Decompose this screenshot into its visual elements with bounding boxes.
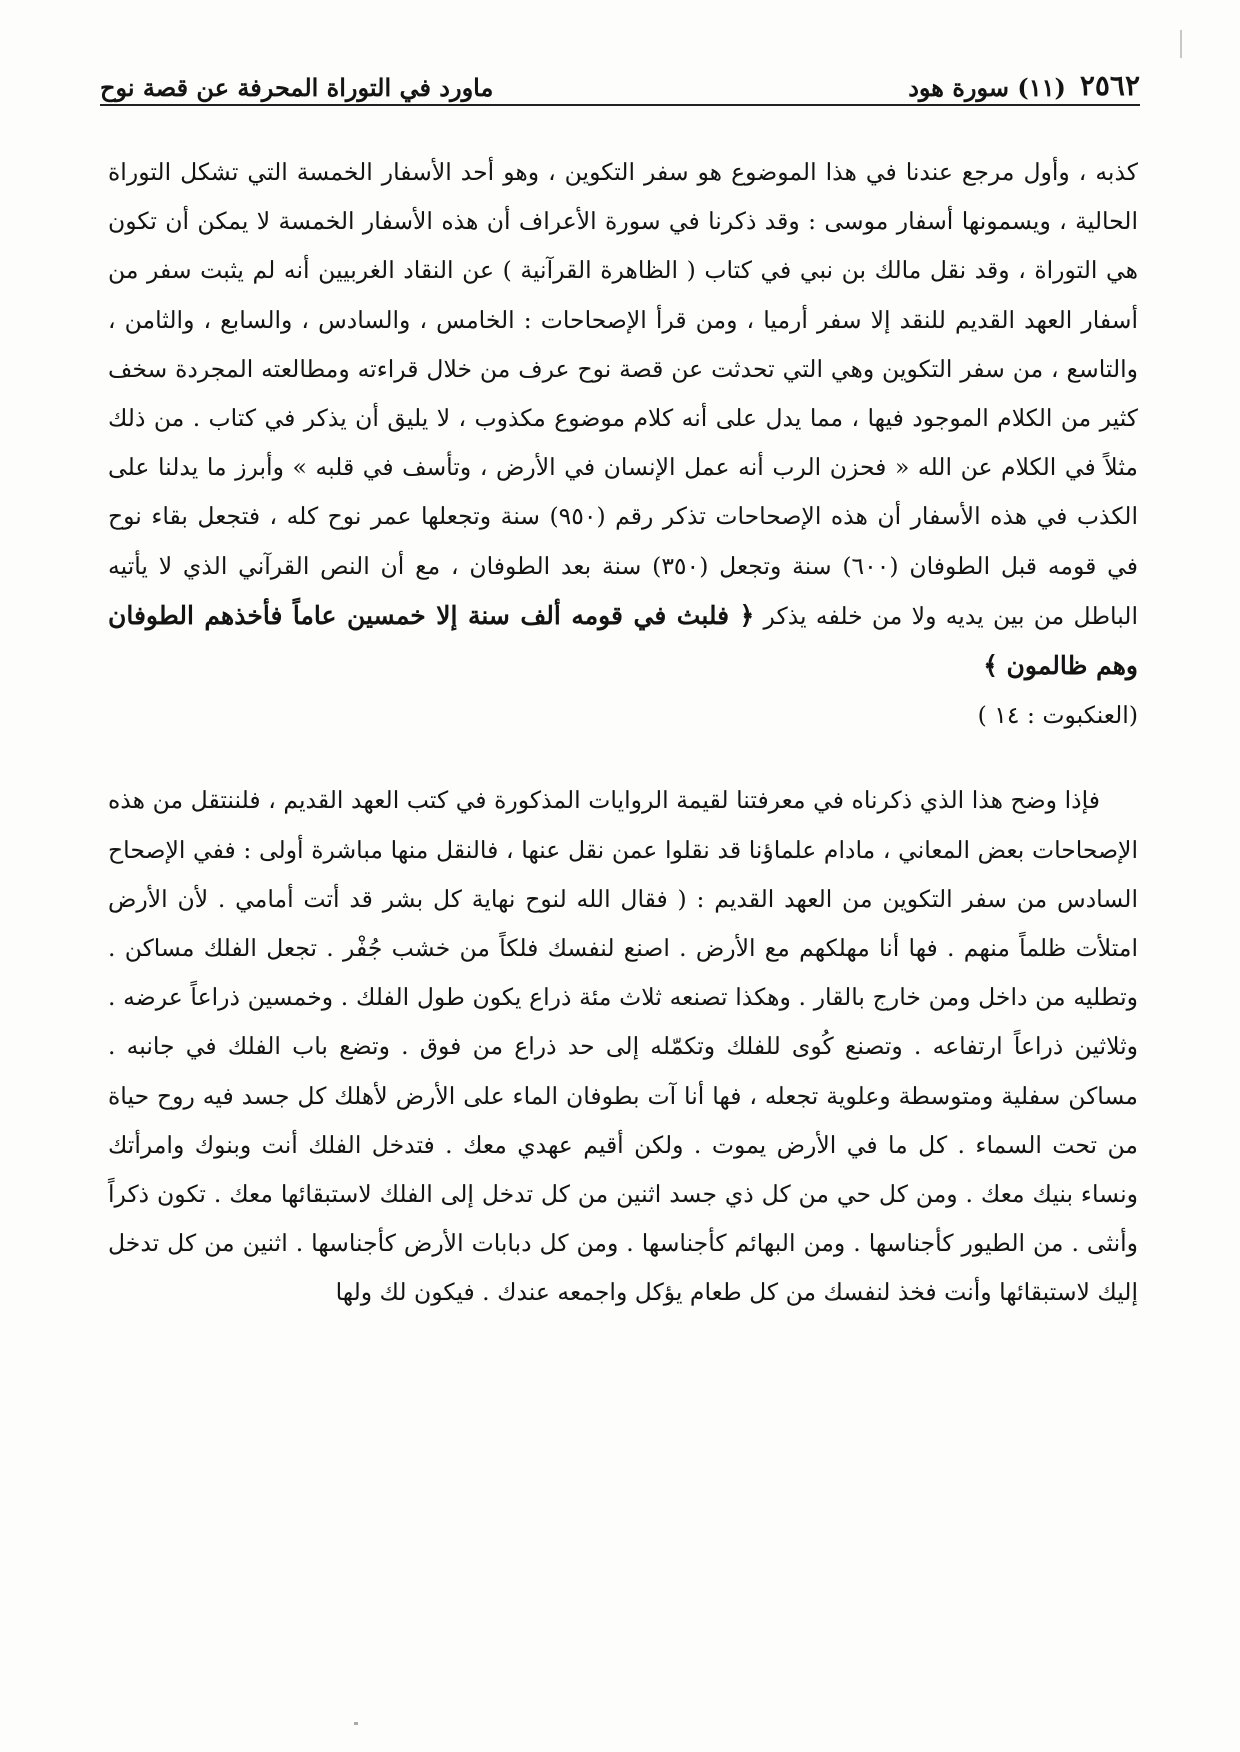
page-number: ٢٥٦٢ (1079, 69, 1140, 102)
running-header (100, 58, 1140, 102)
paragraph-2-text: فإذا وضح هذا الذي ذكرناه في معرفتنا لقيمة الروايات المذكورة في كتب العهد القديم ، فلننتقل من هذه الإصحاحات بعض المعاني ، مادام علماؤنا قد نقلوا عمن نقل عنها ، فالنقل منها مباشرة أولى : ففي الإصحاح السادس من سفر التكوين من العهد القديم : ( فقال الله لنوح نهاية كل بشر قد أتت أمامي . لأن الأرض امتلأت ظلماً منهم . فها أنا مهلكهم مع الأرض . اصنع لنفسك فلكاً من خشب جُفْر . تجعل الفلك مساكن . وتطليه من داخل ومن خارج بالقار . وهكذا تصنعه ثلاث مئة ذراع يكون طول الفلك . وخمسين ذراعاً عرضه . وثلاثين ذراعاً ارتفاعه . وتصنع كُوى للفلك وتكمّله إلى حد ذراع من فوق . وتضع باب الفلك في جانبه . مساكن سفلية ومتوسطة وعلوية تجعله ، فها أنا آت بطوفان الماء على الأرض لأهلك كل جسد فيه روح حياة من تحت السماء . كل ما في الأرض يموت . ولكن أقيم عهدي معك . فتدخل الفلك أنت وبنوك وامرأتك ونساء بنيك معك . ومن كل حي من كل ذي جسد اثنين من كل تدخل إلى الفلك لاستبقائها معك . تكون ذكراً وأنثى . من الطيور كأجناسها . ومن البهائم كأجناسها . ومن كل دبابات الأرض كأجناسها . اثنين من كل تدخل إليك لاستبقائها وأنت فخذ لنفسك من كل طعام يؤكل واجمعه عندك . فيكون لك ولها (108, 786, 1138, 1307)
body-text (108, 148, 1138, 1318)
paragraph-1-text: كذبه ، وأول مرجع عندنا في هذا الموضوع هو سفر التكوين ، وهو أحد الأسفار الخمسة التي تشكل التوراة الحالية ، ويسمونها أسفار موسى : وقد ذكرنا في سورة الأعراف أن هذه الأسفار الخمسة لا يمكن أن تكون هي التوراة ، وقد نقل مالك بن نبي في كتاب ( الظاهرة القرآنية ) عن النقاد الغربيين أنه لم يثبت سفر من أسفار العهد القديم للنقد إلا سفر أرميا ، ومن قرأ الإصحاحات : الخامس ، والسادس ، والسابع ، والثامن ، والتاسع ، من سفر التكوين وهي التي تحدثت عن قصة نوح عرف من خلال قراءته ومطالعته المجردة سخف كثير من الكلام الموجود فيها ، مما يدل على أنه كلام موضوع مكذوب ، لا يليق أن يذكر في كتاب . من ذلك مثلاً في الكلام عن الله « فحزن الرب أنه عمل الإنسان في الأرض ، وتأسف في قلبه » وأبرز ما يدلنا على الكذب في هذه الأسفار أن هذه الإصحاحات تذكر رقم (٩٥٠) سنة وتجعلها عمر نوح كله ، فتجعل بقاء نوح في قومه قبل الطوفان (٦٠٠) سنة وتجعل (٣٥٠) سنة بعد الطوفان ، مع أن النص القرآني الذي لا يأتيه الباطل من بين يديه ولا من خلفه يذكر (108, 158, 1139, 630)
verse-citation: (العنكبوت : ١٤ ) (977, 701, 1138, 730)
paragraph-2 (108, 776, 1138, 1317)
scan-speck (354, 1722, 358, 1725)
scan-artifact (1180, 30, 1182, 58)
quran-verse: ﴿ فلبث في قومه ألف سنة إلا خمسين عاماً فأخذهم الطوفان وهم ظالمون ﴾ (108, 600, 1138, 681)
header-right-group (908, 69, 1140, 102)
header-divider (100, 104, 1140, 106)
surah-reference: (١١) سورة هود (908, 73, 1066, 102)
section-title: ماورد في التوراة المحرفة عن قصة نوح (100, 73, 494, 102)
paragraph-1 (108, 148, 1138, 740)
